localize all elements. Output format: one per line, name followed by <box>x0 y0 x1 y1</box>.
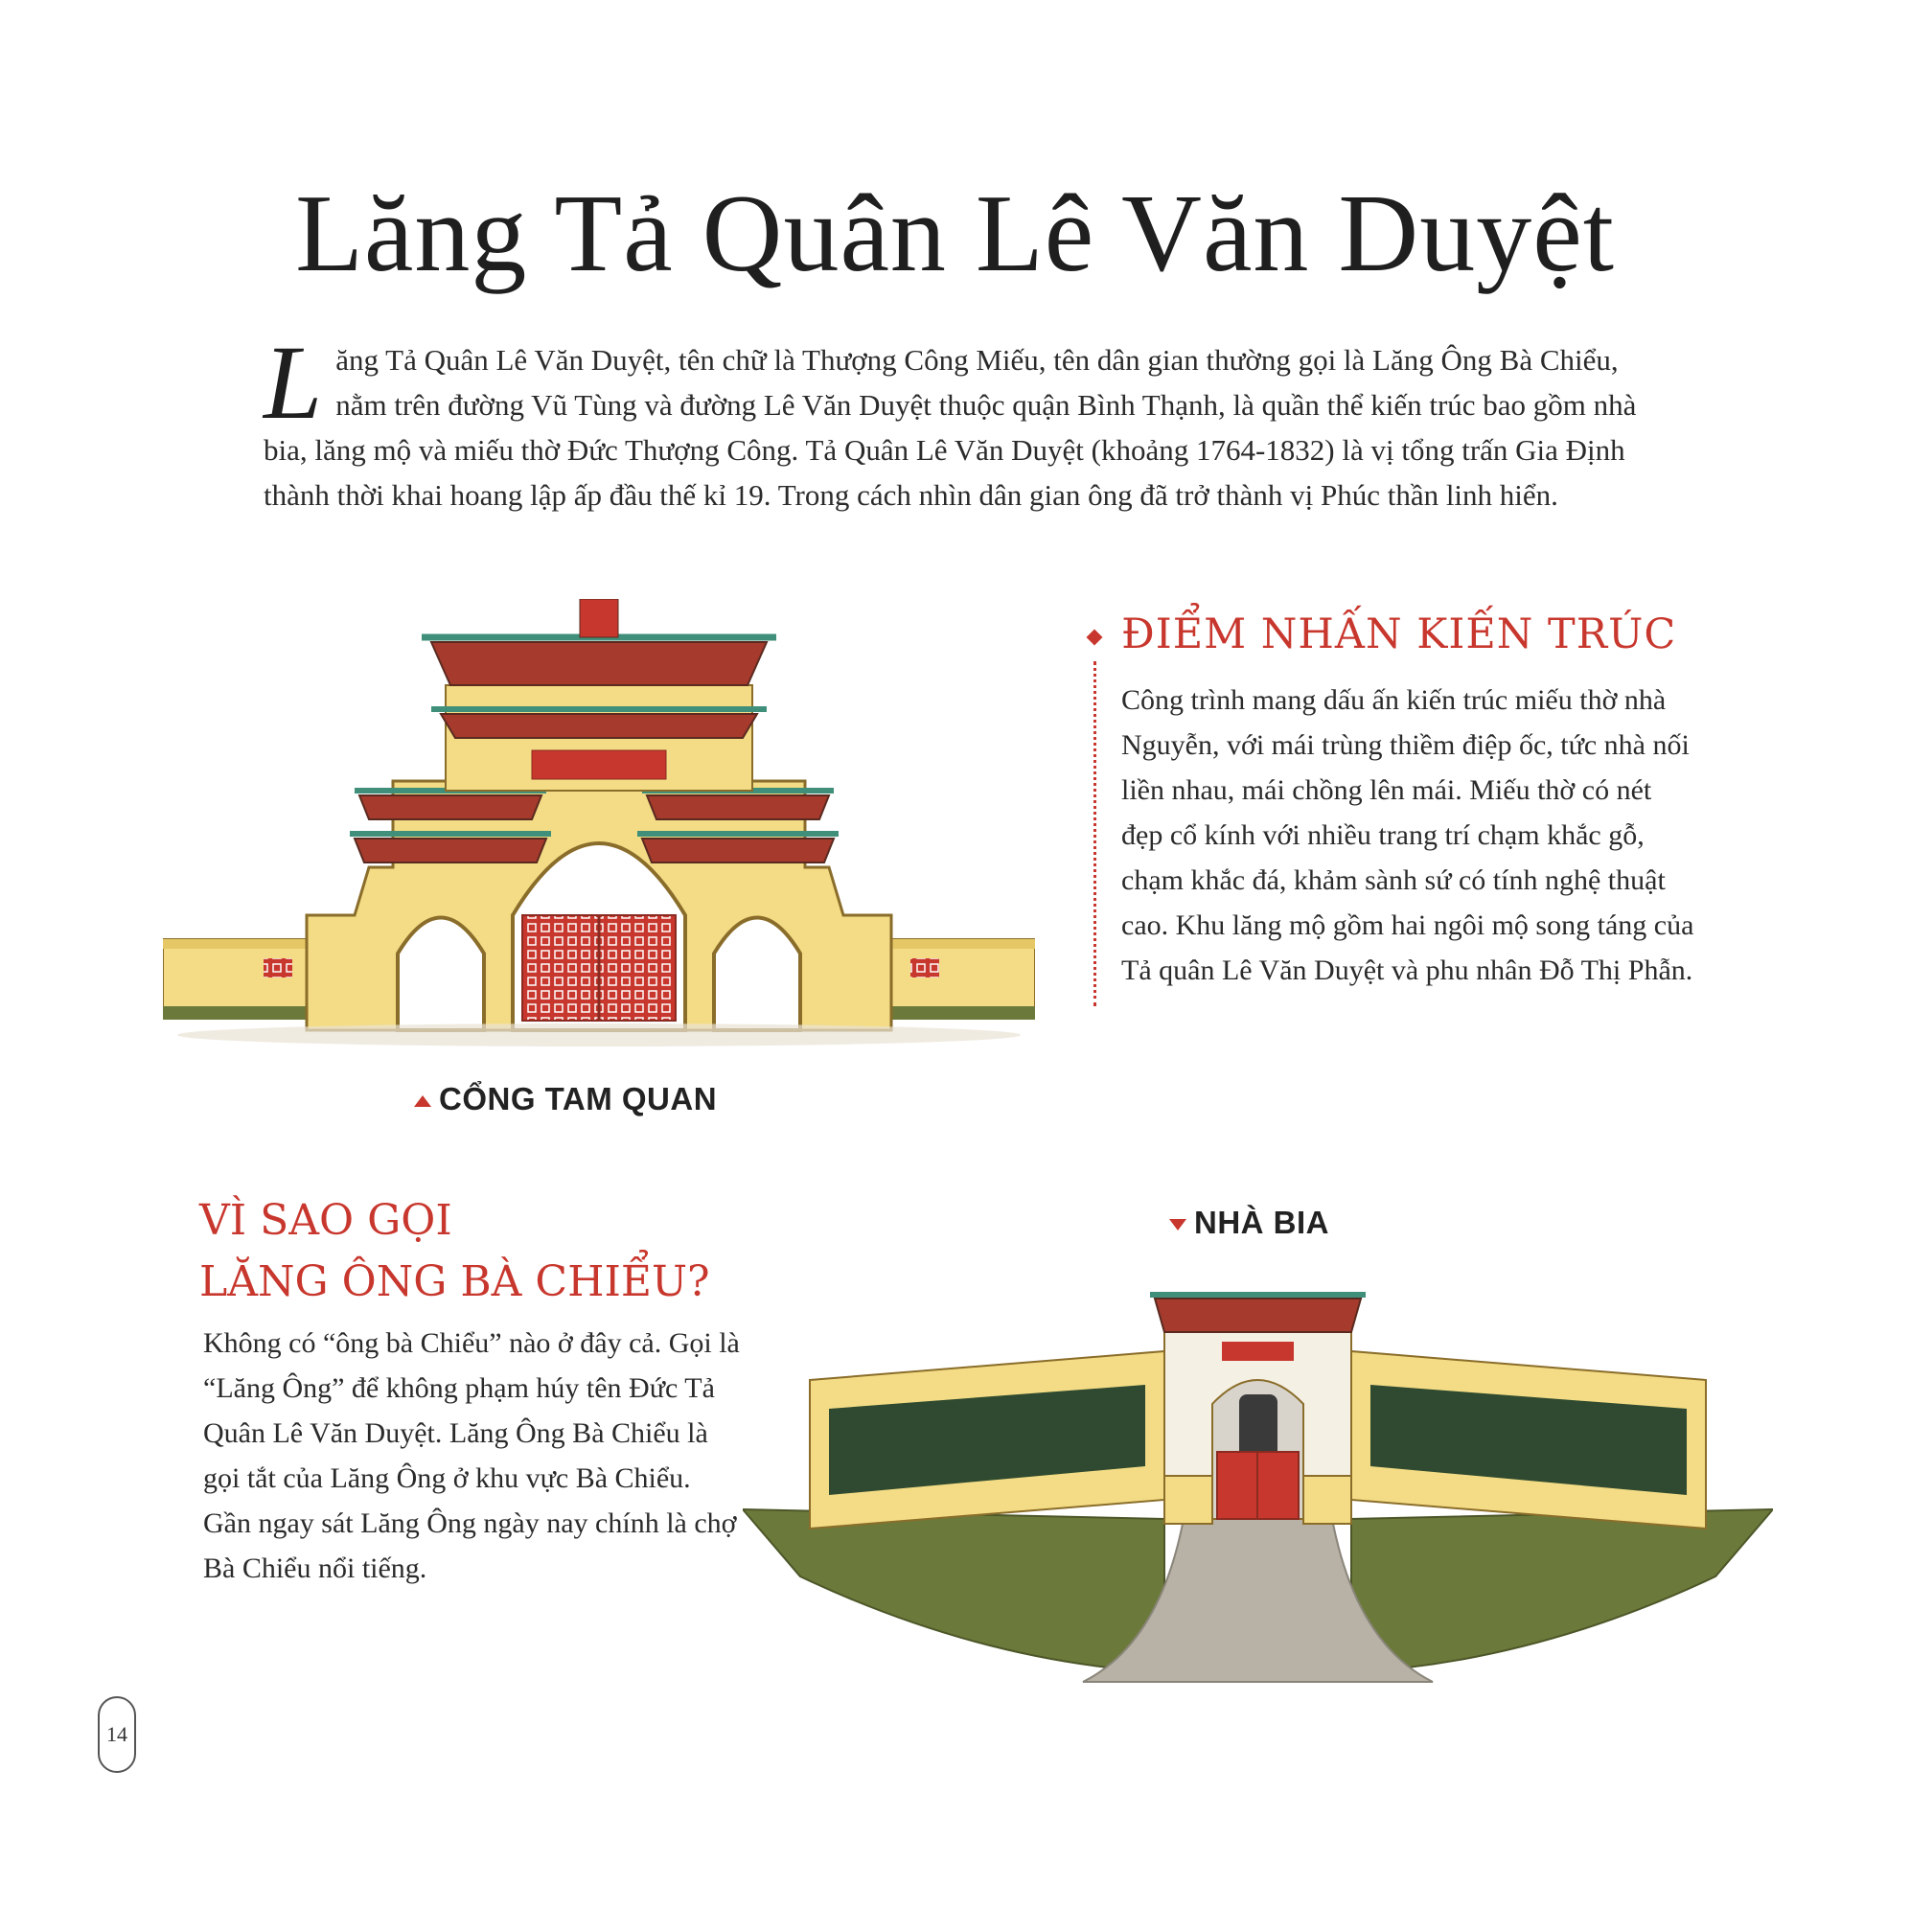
why-text: Không có “ông bà Chiểu” nào ở đây cả. Gọi là “Lăng Ông” để không phạm húy tên Đức Tả Quân Lê Văn Duyệt. Lăng Ông Bà Chiểu là gọi tắt của Lăng Ông ở khu vực Bà Chiểu. Gần ngay sát Lăng Ông ngày nay chính là chợ Bà Chiểu nổi tiếng. <box>203 1327 740 1584</box>
stele-roof <box>1155 1299 1361 1332</box>
drop-cap: L <box>264 324 323 441</box>
architecture-text: Công trình mang dấu ấn kiến trúc miếu thờ nhà Nguyễn, với mái trùng thiềm điệp ốc, tức nhà nối liền nhau, mái chồng lên mái. Miếu thờ có nét đẹp cổ kính với nhiều trang trí chạm khắc gỗ, chạm khắc đá, khảm sành sứ có tính nghệ thuật cao. Khu lăng mộ gồm hai ngôi mộ song táng của Tả quân Lê Văn Duyệt và phu nhân Đỗ Thị Phẫn. <box>1121 684 1694 986</box>
why-heading <box>199 1190 710 1313</box>
stele-caption <box>1169 1205 1329 1241</box>
intro-paragraph <box>264 324 1653 518</box>
intro-text: ăng Tả Quân Lê Văn Duyệt, tên chữ là Thượng Công Miếu, tên dân gian thường gọi là Lăng Ông Bà Chiểu, nằm trên đường Vũ Tùng và đường Lê Văn Duyệt thuộc quận Bình Thạnh, là quần thể kiến trúc bao gồm nhà bia, lăng mộ và miếu thờ Đức Thượng Công. Tả Quân Lê Văn Duyệt (khoảng 1764-1832) là vị tổng trấn Gia Định thành thời khai hoang lập ấp đầu thế kỉ 19. Trong cách nhìn dân gian ông đã trở thành vị Phúc thần linh hiển. <box>264 343 1637 512</box>
gate-wall-left <box>163 939 316 1016</box>
gate-wall-right <box>882 939 1035 1016</box>
stele-grass <box>743 1509 1164 1672</box>
gate-plaque <box>532 750 666 779</box>
page-number: 14 <box>98 1696 136 1773</box>
page-title: Lăng Tả Quân Lê Văn Duyệt <box>295 172 1615 295</box>
gate-top-roof <box>431 642 767 685</box>
gate-illustration <box>163 599 1035 1049</box>
gate-caption <box>414 1081 717 1117</box>
why-heading-line2: LĂNG ÔNG BÀ CHIỂU? <box>199 1257 710 1306</box>
heading-diamond-icon <box>1087 630 1103 646</box>
triangle-down-icon <box>1169 1219 1186 1230</box>
why-heading-line1: VÌ SAO GỌI <box>199 1196 452 1245</box>
stele-house-illustration <box>743 1260 1773 1701</box>
gate-caption-label: CỔNG TAM QUAN <box>439 1081 718 1116</box>
architecture-heading: ĐIỂM NHẤN KIẾN TRÚC <box>1121 610 1677 658</box>
dotted-divider <box>1093 661 1096 1006</box>
stele-caption-label: NHÀ BIA <box>1194 1205 1329 1240</box>
triangle-up-icon <box>414 1095 431 1107</box>
